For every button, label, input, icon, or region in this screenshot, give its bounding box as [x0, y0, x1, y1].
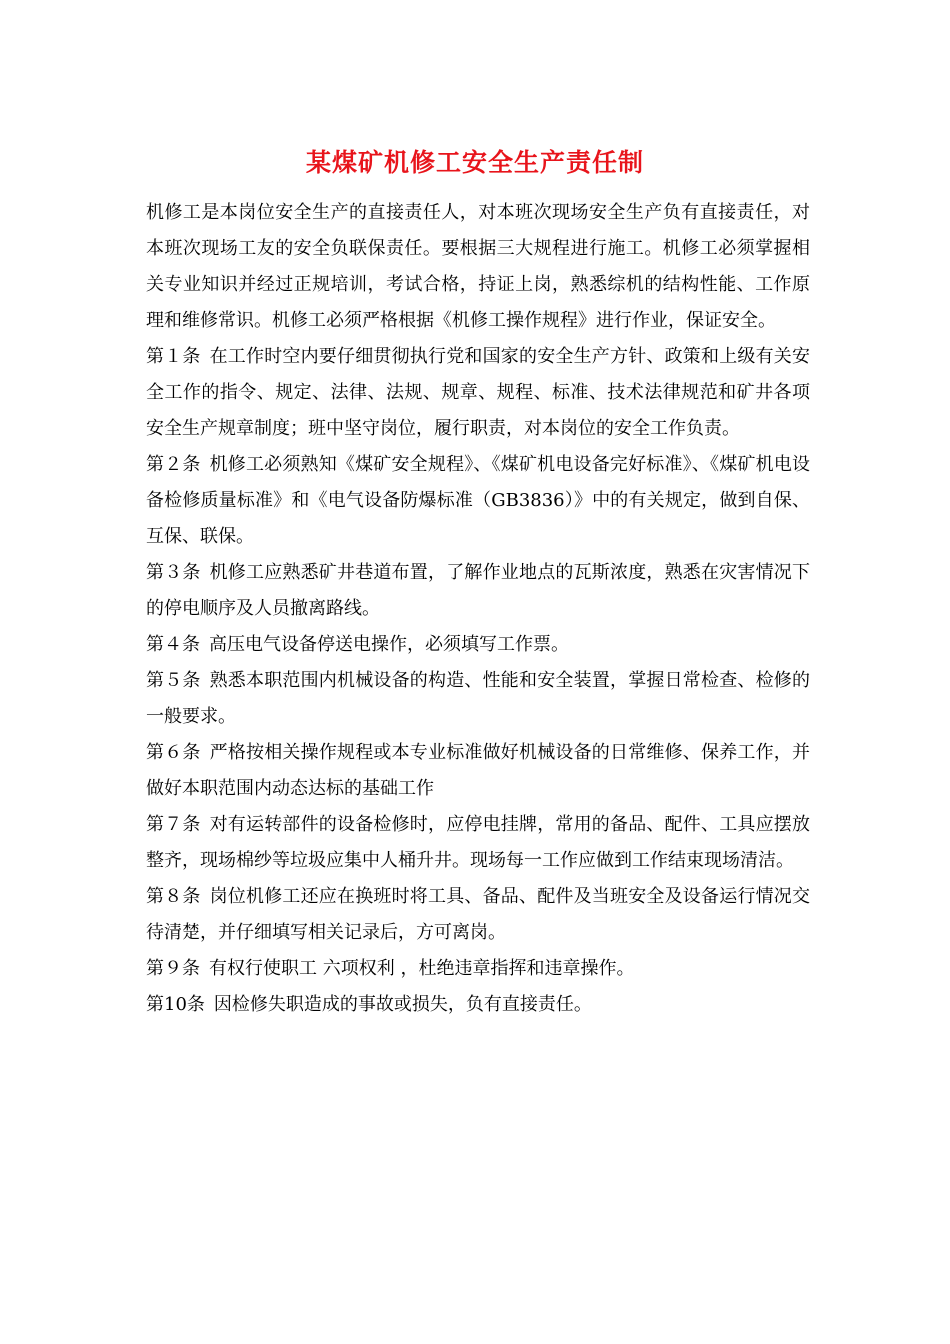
article-text: 高压电气设备停送电操作，必须填写工作票。 [209, 634, 569, 655]
article-5 [146, 663, 810, 735]
article-number: 第５条 [146, 670, 201, 691]
article-text: 熟悉本职范围内机械设备的构造、性能和安全装置，掌握日常检查、检修的一般要求。 [146, 670, 811, 727]
article-10 [146, 987, 810, 1023]
article-number: 第４条 [146, 634, 200, 655]
article-number: 第９条 [146, 958, 200, 979]
document-title: 某煤矿机修工安全生产责任制 [305, 148, 644, 177]
document-body [146, 195, 810, 1023]
article-2 [146, 447, 810, 555]
article-text: 有权行使职工 六项权利 ，杜绝违章指挥和违章操作。 [209, 958, 635, 979]
article-text: 机修工必须熟知《煤矿安全规程》、《煤矿机电设备完好标准》、《煤矿机电设备检修质量标准》和《电气设备防爆标准（GB3836）》中的有关规定，做到自保、互保、联保。 [146, 454, 811, 547]
article-1 [146, 339, 810, 447]
article-number: 第２条 [146, 454, 201, 475]
article-3 [146, 555, 810, 627]
article-4 [146, 627, 810, 663]
article-9 [146, 951, 810, 987]
article-number: 第３条 [146, 562, 201, 583]
article-text: 机修工应熟悉矿井巷道布置，了解作业地点的瓦斯浓度，熟悉在灾害情况下的停电顺序及人员撤离路线。 [146, 562, 811, 619]
article-text: 岗位机修工还应在换班时将工具、备品、配件及当班安全及设备运行情况交待清楚，并仔细填写相关记录后，方可离岗。 [146, 886, 811, 943]
article-number: 第10条 [146, 994, 205, 1015]
article-6 [146, 735, 810, 807]
article-text: 对有运转部件的设备检修时，应停电挂牌，常用的备品、配件、工具应摆放整齐，现场棉纱等垃圾应集中人桶升井。现场每一工作应做到工作结束现场清洁。 [146, 814, 811, 871]
article-number: 第１条 [146, 346, 201, 367]
article-8 [146, 879, 810, 951]
article-7 [146, 807, 810, 879]
article-number: 第８条 [146, 886, 201, 907]
article-number: 第７条 [146, 814, 201, 835]
intro-paragraph: 机修工是本岗位安全生产的直接责任人，对本班次现场安全生产负有直接责任，对本班次现场工友的安全负联保责任。要根据三大规程进行施工。机修工必须掌握相关专业知识并经过正规培训，考试合格，持证上岗，熟悉综机的结构性能、工作原理和维修常识。机修工必须严格根据《机修工操作规程》进行作业，保证安全。 [146, 202, 810, 331]
article-text: 严格按相关操作规程或本专业标准做好机械设备的日常维修、保养工作，并做好本职范围内动态达标的基础工作 [146, 742, 811, 799]
article-text: 因检修失职造成的事故或损失，负有直接责任。 [213, 994, 592, 1015]
article-text: 在工作时空内要仔细贯彻执行党和国家的安全生产方针、政策和上级有关安全工作的指令、规定、法律、法规、规章、规程、标准、技术法律规范和矿井各项安全生产规章制度；班中坚守岗位，履行职责，对本岗位的安全工作负责。 [146, 346, 811, 439]
article-number: 第６条 [146, 742, 201, 763]
